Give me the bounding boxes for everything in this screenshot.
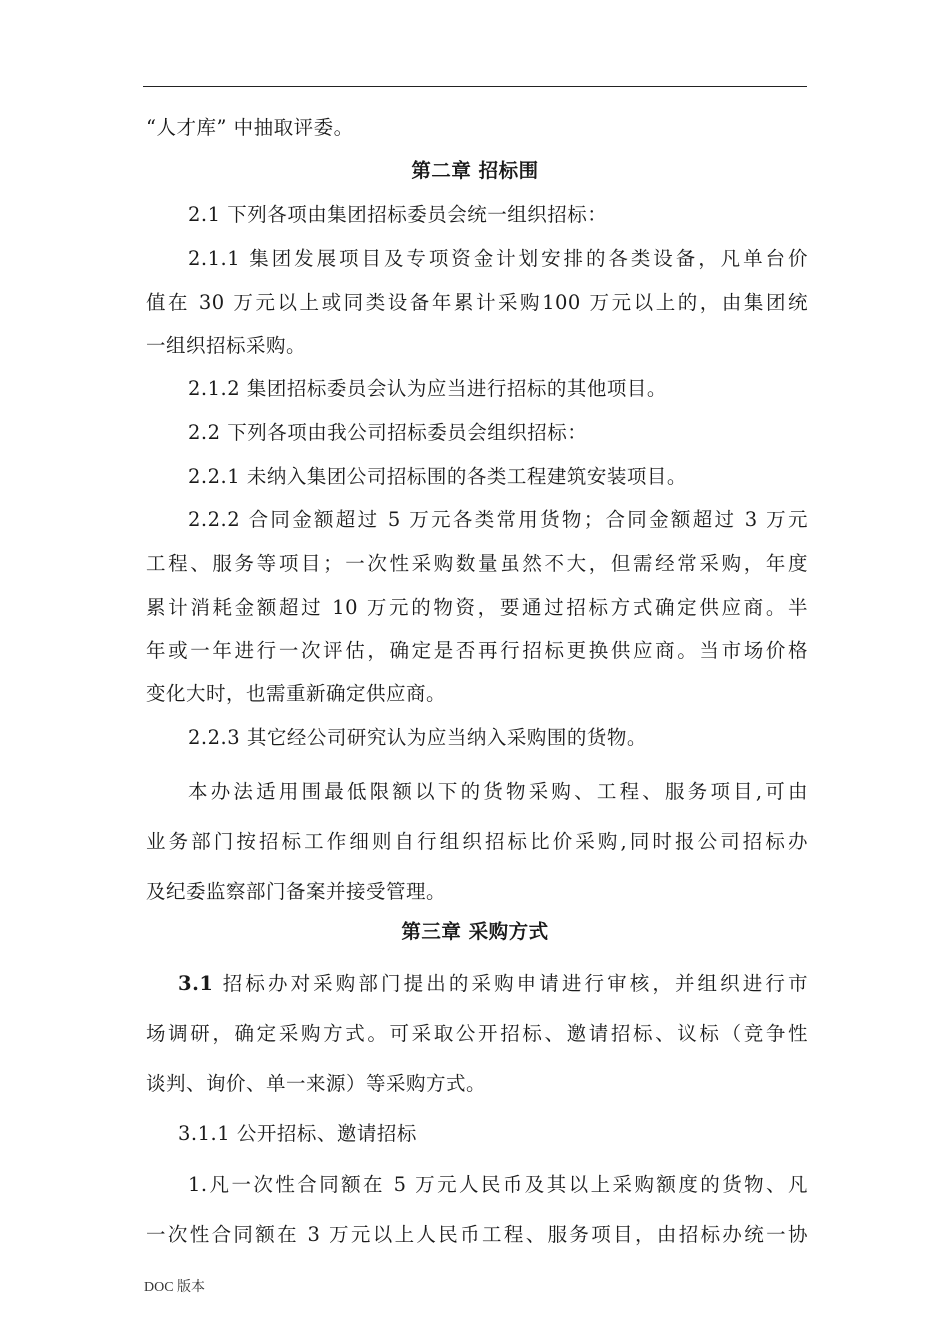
scope-paragraph-line-1: 本办法适用围最低限额以下的货物采购、工程、服务项目,可由 (188, 780, 808, 803)
clause-3-1-line-3: 谈判、询价、单一来源）等采购方式。 (146, 1072, 487, 1095)
clause-2-2-2-line-5: 变化大时，也需重新确定供应商。 (146, 682, 447, 705)
header-rule (143, 86, 807, 87)
chapter-3-heading: 第三章 采购方式 (401, 920, 549, 943)
clause-3-1-number: 3.1 (178, 972, 214, 995)
chapter-2-heading: 第二章 招标围 (411, 159, 539, 182)
footer-doc-version: DOC 版本 (144, 1280, 206, 1295)
clause-2-1-1-line-2: 值在 30 万元以上或同类设备年累计采购100 万元以上的，由集团统 (146, 291, 808, 314)
scope-paragraph-line-2: 业务部门按招标工作细则自行组织招标比价采购,同时报公司招标办 (146, 830, 808, 853)
clause-3-1-line-1 (178, 972, 808, 996)
clause-2-2-2-line-1: 2.2.2 合同金额超过 5 万元各类常用货物；合同金额超过 3 万元 (188, 508, 808, 531)
clause-2-2: 2.2 下列各项由我公司招标委员会组织招标： (188, 421, 588, 444)
clause-3-1-text: 招标办对采购部门提出的采购申请进行审核，并组织进行市 (213, 972, 808, 995)
clause-2-2-3: 2.2.3 其它经公司研究认为应当纳入采购围的货物。 (188, 726, 647, 749)
clause-2-1: 2.1 下列各项由集团招标委员会统一组织招标： (188, 203, 608, 226)
clause-2-2-1: 2.2.1 未纳入集团公司招标围的各类工程建筑安装项目。 (188, 465, 687, 488)
clause-2-1-2: 2.1.2 集团招标委员会认为应当进行招标的其他项目。 (188, 377, 667, 400)
item-1-line-2: 一次性合同额在 3 万元以上人民币工程、服务项目，由招标办统一协 (146, 1223, 808, 1246)
clause-2-2-2-line-3: 累计消耗金额超过 10 万元的物资，要通过招标方式确定供应商。半 (146, 596, 808, 619)
clause-2-2-2-line-2: 工程、服务等项目；一次性采购数量虽然不大，但需经常采购，年度 (146, 552, 808, 575)
clause-3-1-1-heading: 3.1.1 公开招标、邀请招标 (178, 1122, 417, 1145)
item-1-line-1: 1.凡一次性合同额在 5 万元人民币及其以上采购额度的货物、凡 (188, 1173, 808, 1196)
clause-2-1-1-line-3: 一组织招标采购。 (146, 334, 307, 357)
text-line-1: “人才库” 中抽取评委。 (146, 116, 354, 139)
clause-2-2-2-line-4: 年或一年进行一次评估，确定是否再行招标更换供应商。当市场价格 (146, 639, 808, 662)
clause-2-1-1-line-1: 2.1.1 集团发展项目及专项资金计划安排的各类设备，凡单台价 (188, 247, 808, 270)
clause-3-1-line-2: 场调研，确定采购方式。可采取公开招标、邀请招标、议标（竞争性 (146, 1022, 808, 1045)
scope-paragraph-line-3: 及纪委监察部门备案并接受管理。 (146, 880, 447, 903)
